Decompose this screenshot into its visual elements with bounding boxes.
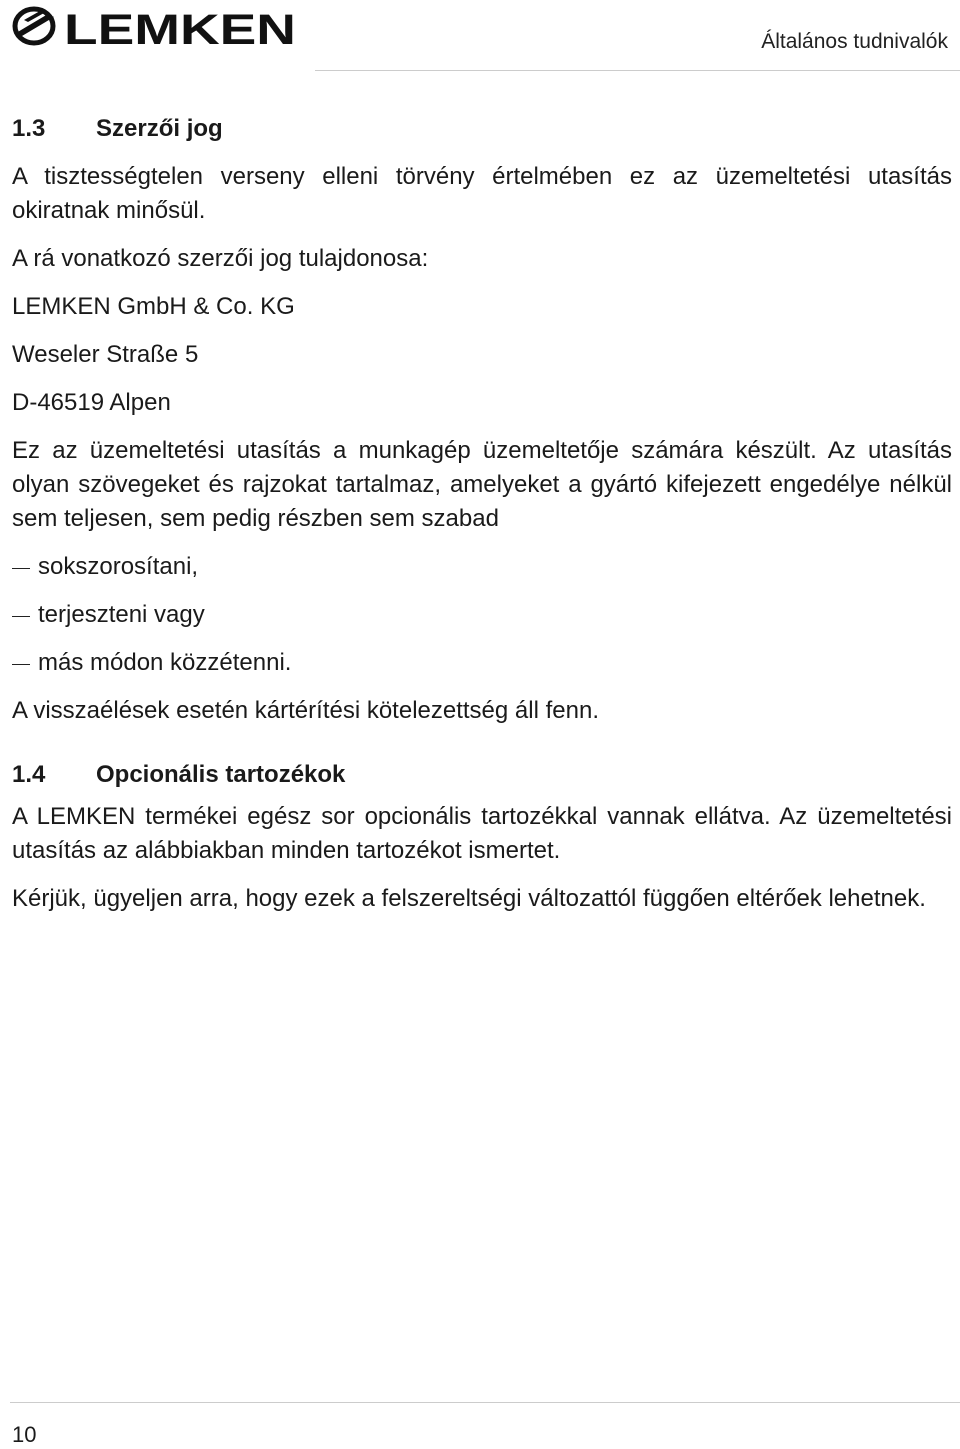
- copyright-paragraph-3: A visszaélések esetén kártérítési kötelezettség áll fenn.: [12, 697, 599, 724]
- section-heading-accessories: [12, 758, 952, 794]
- document-body: [12, 112, 952, 916]
- company-name: LEMKEN GmbH & Co. KG: [12, 293, 295, 320]
- header-divider: [315, 70, 960, 71]
- copyright-owner-intro: A rá vonatkozó szerzői jog tulajdonosa:: [12, 245, 429, 272]
- page-header: [0, 0, 960, 72]
- accessories-paragraph-1: A LEMKEN termékei egész sor opcionális tartozékkal vannak ellátva. Az üzemeltetési utasítás az alábbiakban minden tartozékot ismertet.: [12, 803, 952, 864]
- company-city: D-46519 Alpen: [12, 389, 171, 416]
- list-item: sokszorosítani,: [12, 550, 952, 584]
- accessories-paragraph-2: Kérjük, ügyeljen arra, hogy ezek a felszereltségi változattól függően eltérőek lehetnek.: [12, 885, 926, 912]
- lemken-emblem-icon: [15, 9, 54, 43]
- list-item: terjeszteni vagy: [12, 598, 952, 632]
- lemken-logo: [10, 2, 300, 54]
- section-number: 1.4: [12, 761, 46, 788]
- company-street: Weseler Straße 5: [12, 341, 199, 368]
- footer-divider: [10, 1402, 960, 1403]
- section-number: 1.3: [12, 115, 46, 142]
- copyright-paragraph-2: Ez az üzemeltetési utasítás a munkagép üzemeltetője számára készült. Az utasítás olyan szövegeket és rajzokat tartalmaz, amelyeket a gyártó kifejezett engedélye nélkül sem teljesen, sem pedig részben sem szabad: [12, 437, 952, 532]
- section-title: Szerzői jog: [96, 115, 223, 142]
- page-number: 10: [12, 1422, 37, 1447]
- copyright-paragraph-1: A tisztességtelen verseny elleni törvény értelmében ez az üzemeltetési utasítás okiratnak minősül.: [12, 163, 952, 224]
- logo-wordmark: LEMKEN: [64, 6, 296, 54]
- header-title: Általános tudnivalók: [761, 30, 948, 53]
- list-item: más módon közzétenni.: [12, 646, 952, 680]
- section-title: Opcionális tartozékok: [96, 761, 346, 788]
- section-heading-copyright: [12, 112, 952, 148]
